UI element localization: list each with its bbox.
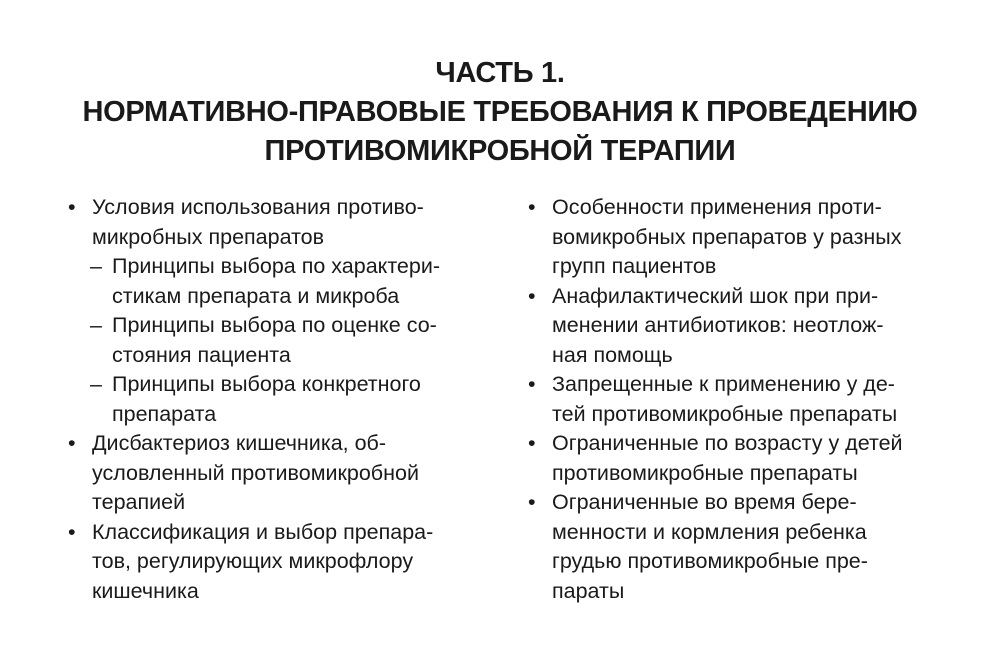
item-text-line: условленный противомикробной <box>92 460 419 485</box>
right-column <box>520 193 970 606</box>
item-text-line: Анафилактический шок при при- <box>552 283 879 308</box>
item-text-line: Дисбактериоз кишечника, об- <box>92 431 387 455</box>
title-line-2: НОРМАТИВНО-ПРАВОВЫЕ ТРЕБОВАНИЯ К ПРОВЕДЕНИЮ <box>82 96 918 128</box>
item-text-line: грудью противомикробные пре- <box>552 549 868 573</box>
item-text-line: стикам препарата и микроба <box>112 283 400 308</box>
item-text-line: Запрещенные к применению у де- <box>552 372 895 396</box>
left-list <box>60 193 500 606</box>
item-text-line: стояния пациента <box>112 342 291 367</box>
list-item <box>60 193 500 252</box>
item-text-line: противомикробные препараты <box>552 460 858 485</box>
sub-list-item <box>60 311 500 370</box>
item-text-line: Условия использования противо- <box>92 195 424 219</box>
bullet-marker: • <box>528 372 536 396</box>
list-item <box>60 429 500 518</box>
item-text-line: тей противомикробные препараты <box>552 401 898 426</box>
bullet-marker: • <box>68 431 76 455</box>
bullet-marker: • <box>528 490 536 514</box>
bullet-marker: • <box>528 283 536 308</box>
item-text-line: Ограниченные по возрасту у детей <box>552 431 903 455</box>
page-title <box>0 54 1000 171</box>
item-text-line: Принципы выбора конкретного <box>112 372 421 396</box>
item-text-line: параты <box>552 578 625 603</box>
dash-marker: – <box>90 254 102 278</box>
bullet-marker: • <box>528 195 536 219</box>
item-text-line: Принципы выбора по характери- <box>112 254 441 278</box>
item-text-line: ная помощь <box>552 342 673 367</box>
bullet-marker: • <box>68 195 76 219</box>
item-text-line: терапией <box>92 490 186 514</box>
item-text-line: менении антибиотиков: неотлож- <box>552 313 884 337</box>
item-text-line: Принципы выбора по оценке со- <box>112 313 437 337</box>
sub-list-item <box>60 370 500 429</box>
item-text-line: Особенности применения проти- <box>552 195 882 219</box>
dash-marker: – <box>90 313 102 337</box>
list-item <box>60 518 500 607</box>
item-text-line: микробных препаратов <box>92 224 325 249</box>
item-text-line: кишечника <box>92 578 199 603</box>
item-text-line: Классификация и выбор препара- <box>92 519 434 544</box>
item-text-line: менности и кормления ребенка <box>552 519 867 544</box>
bullet-marker: • <box>528 431 536 455</box>
item-text-line: вомикробных препаратов у разных <box>552 224 902 249</box>
item-text-line: тов, регулирующих микрофлору <box>92 549 414 573</box>
item-text-line: Ограниченные во время бере- <box>552 490 857 514</box>
item-text-line: групп пациентов <box>552 254 717 278</box>
item-text-line: препарата <box>112 401 217 426</box>
left-column <box>60 193 500 606</box>
title-line-3: ПРОТИВОМИКРОБНОЙ ТЕРАПИИ <box>264 135 736 167</box>
dash-marker: – <box>90 372 102 396</box>
title-line-1: ЧАСТЬ 1. <box>435 57 565 89</box>
list-item <box>520 193 970 282</box>
list-item <box>520 488 970 606</box>
sub-list-item <box>60 252 500 311</box>
list-item <box>520 429 970 488</box>
list-item <box>520 282 970 371</box>
list-item <box>520 370 970 429</box>
bullet-marker: • <box>68 519 76 544</box>
right-list <box>520 193 970 606</box>
